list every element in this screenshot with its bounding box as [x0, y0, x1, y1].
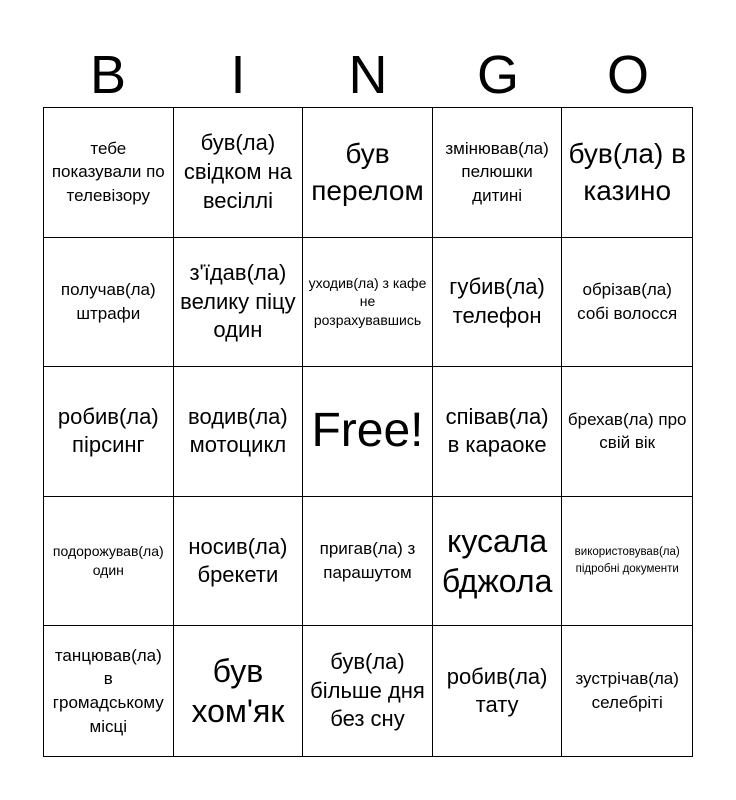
- bingo-cell-text: брехав(ла) про свій вік: [567, 409, 687, 453]
- bingo-cell-text: танцював(ла) в громадському місці: [52, 645, 164, 736]
- header-letter-g: G: [476, 45, 519, 105]
- bingo-cell[interactable]: [433, 626, 563, 756]
- bingo-cell[interactable]: [562, 238, 692, 368]
- bingo-cell[interactable]: [303, 238, 433, 368]
- bingo-cell[interactable]: [44, 238, 174, 368]
- bingo-cell[interactable]: [303, 626, 433, 756]
- bingo-cell[interactable]: [562, 367, 692, 497]
- bingo-cell[interactable]: [174, 367, 304, 497]
- bingo-cell-text: робив(ла) пірсинг: [57, 403, 159, 458]
- bingo-cell-text: обрізав(ла) собі волосся: [577, 280, 678, 323]
- bingo-cell[interactable]: [44, 367, 174, 497]
- bingo-header: [43, 40, 693, 110]
- bingo-cell-text: получав(ла) штрафи: [60, 280, 156, 323]
- bingo-cell-text: подорожував(ла) один: [52, 543, 164, 579]
- bingo-cell-text: з'їдав(ла) велику піцу один: [180, 260, 296, 343]
- bingo-cell-text: використовував(ла) підробні документи: [574, 546, 680, 576]
- header-letter-n: N: [348, 45, 388, 105]
- bingo-cell[interactable]: [44, 497, 174, 627]
- bingo-cell[interactable]: [174, 108, 304, 238]
- bingo-cell-text: був(ла) більше дня без сну: [310, 649, 425, 732]
- bingo-cell-text: був(ла) в казино: [568, 137, 686, 207]
- bingo-cell-text: зустрічав(ла) селебріті: [575, 669, 679, 713]
- bingo-cell-text: губив(ла) телефон: [449, 274, 545, 328]
- header-letter-o: O: [606, 45, 649, 105]
- bingo-cell-text: носив(ла) брекети: [188, 533, 288, 588]
- bingo-cell[interactable]: [174, 238, 304, 368]
- bingo-cell-text: був(ла) свідком на весіллі: [183, 130, 292, 213]
- bingo-cell[interactable]: [433, 497, 563, 627]
- bingo-cell[interactable]: [562, 626, 692, 756]
- bingo-cell-text: уходив(ла) з кафе не розрахувавшись: [308, 274, 427, 329]
- bingo-cell[interactable]: [433, 367, 563, 497]
- bingo-cell[interactable]: [433, 238, 563, 368]
- bingo-cell-text: був хом'як: [191, 653, 285, 730]
- bingo-cell[interactable]: [174, 497, 304, 627]
- bingo-cell[interactable]: [562, 108, 692, 238]
- bingo-cell[interactable]: [174, 626, 304, 756]
- bingo-cell[interactable]: [303, 108, 433, 238]
- bingo-cell-text: був перелом: [311, 137, 424, 207]
- bingo-cell-text: змінював(ла) пелюшки дитині: [445, 138, 549, 206]
- bingo-cell-text: тебе показували по телевізору: [51, 138, 165, 206]
- bingo-cell-text: робив(ла) тату: [446, 663, 548, 718]
- bingo-cell-text: пригав(ла) з парашутом: [319, 539, 416, 583]
- bingo-cell[interactable]: [562, 497, 692, 627]
- bingo-grid: [43, 107, 693, 757]
- bingo-cell-text: водив(ла) мотоцикл: [188, 403, 288, 458]
- header-letter-i: I: [230, 45, 246, 105]
- bingo-cell[interactable]: [44, 108, 174, 238]
- bingo-cell[interactable]: [44, 626, 174, 756]
- bingo-cell-text: Free!: [311, 404, 424, 458]
- free-space-cell[interactable]: [303, 367, 433, 497]
- bingo-cell-text: співав(ла) в караоке: [445, 403, 549, 458]
- bingo-cell[interactable]: [303, 497, 433, 627]
- bingo-cell[interactable]: [433, 108, 563, 238]
- header-letter-b: B: [89, 45, 127, 105]
- bingo-cell-text: кусала бджола: [441, 523, 553, 600]
